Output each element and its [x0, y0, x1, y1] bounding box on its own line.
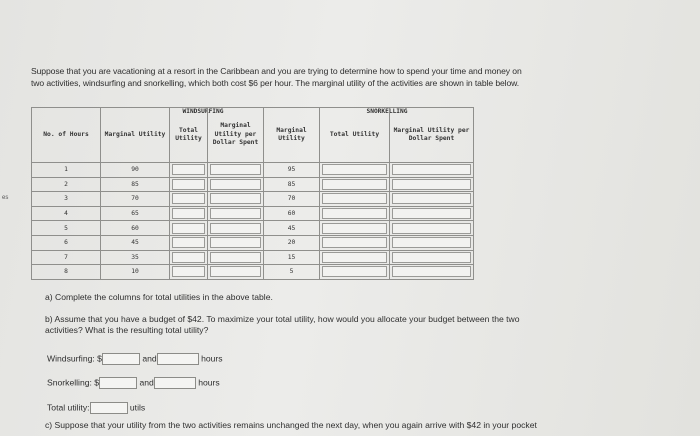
- table-row: [32, 192, 474, 207]
- sn-total-input-cell: [320, 192, 390, 207]
- question-b-line-1: b) Assume that you have a budget of $42. To maximize your total utility, how would you allocate your budget between the two: [45, 314, 520, 324]
- question-c-partial: c) Suppose that your utility from the two activities remains unchanged the next day, when you again arrive with $42 in your pocket: [45, 420, 537, 430]
- utils-label: utils: [129, 402, 146, 413]
- total-utility-label: Total utility:: [47, 402, 90, 413]
- table-row: [32, 265, 474, 280]
- ws-total-input[interactable]: [172, 179, 205, 190]
- ws-total-input[interactable]: [172, 208, 205, 219]
- sn-total-input[interactable]: [322, 193, 387, 204]
- ws-per-dollar-input[interactable]: [210, 208, 261, 219]
- sn-marginal-cell: 70: [264, 192, 320, 207]
- windsurfing-dollars-input[interactable]: [102, 353, 140, 365]
- sn-total-input[interactable]: [322, 223, 387, 234]
- ws-per-dollar-input-cell: [208, 177, 264, 192]
- hours-label: hours: [198, 377, 220, 388]
- sn-per-dollar-input[interactable]: [392, 266, 471, 277]
- sn-total-input-cell: [320, 250, 390, 265]
- hours-cell: 2: [32, 177, 101, 192]
- ws-per-dollar-input-cell: [208, 265, 264, 280]
- sn-total-input-cell: [320, 206, 390, 221]
- sn-total-input[interactable]: [322, 237, 387, 248]
- sn-total-input[interactable]: [322, 266, 387, 277]
- sn-total-input[interactable]: [322, 164, 387, 175]
- ws-per-dollar-input[interactable]: [210, 237, 261, 248]
- and-label: and: [142, 353, 157, 364]
- sn-total-input-cell: [320, 177, 390, 192]
- sn-per-dollar-input[interactable]: [392, 252, 471, 263]
- table-row: [32, 250, 474, 265]
- windsurfing-label: Windsurfing: $: [47, 353, 102, 364]
- ws-marginal-cell: 10: [101, 265, 170, 280]
- sn-total-input-cell: [320, 221, 390, 236]
- sn-total-input-cell: [320, 265, 390, 280]
- sn-per-dollar-input[interactable]: [392, 208, 471, 219]
- problem-intro: [31, 66, 691, 89]
- hours-cell: 6: [32, 235, 101, 250]
- ws-per-dollar-input[interactable]: [210, 252, 261, 263]
- hours-cell: 3: [32, 192, 101, 207]
- sn-marginal-cell: 5: [264, 265, 320, 280]
- question-b: [45, 314, 695, 336]
- header-ws-total: Total Utility: [170, 108, 208, 163]
- sn-per-dollar-input-cell: [390, 206, 474, 221]
- ws-per-dollar-input-cell: [208, 221, 264, 236]
- sn-total-input-cell: [320, 235, 390, 250]
- header-ws-per-dollar: Marginal Utility per Dollar Spent: [208, 108, 264, 163]
- ws-marginal-cell: 60: [101, 221, 170, 236]
- sn-per-dollar-input[interactable]: [392, 193, 471, 204]
- ws-per-dollar-input-cell: [208, 163, 264, 178]
- hours-cell: 8: [32, 265, 101, 280]
- ws-per-dollar-input[interactable]: [210, 223, 261, 234]
- ws-total-input[interactable]: [172, 237, 205, 248]
- ws-total-input-cell: [170, 235, 208, 250]
- sn-marginal-cell: 85: [264, 177, 320, 192]
- and-label: and: [139, 377, 154, 388]
- ws-per-dollar-input[interactable]: [210, 164, 261, 175]
- ws-per-dollar-input-cell: [208, 235, 264, 250]
- windsurfing-answer-row: [47, 353, 223, 365]
- windsurfing-group-header: WINDSURFING: [182, 108, 224, 115]
- ws-per-dollar-input-cell: [208, 250, 264, 265]
- table-row: [32, 163, 474, 178]
- side-margin-text: es: [2, 195, 9, 201]
- sn-marginal-cell: 95: [264, 163, 320, 178]
- ws-total-input-cell: [170, 163, 208, 178]
- ws-total-input-cell: [170, 206, 208, 221]
- question-a: a) Complete the columns for total utilities in the above table.: [45, 292, 273, 302]
- ws-marginal-cell: 45: [101, 235, 170, 250]
- question-b-line-2: activities? What is the resulting total utility?: [45, 325, 209, 335]
- snorkelling-answer-row: [47, 377, 220, 389]
- ws-per-dollar-input-cell: [208, 192, 264, 207]
- snorkelling-label: Snorkelling: $: [47, 377, 100, 388]
- total-utility-input[interactable]: [90, 402, 128, 414]
- sn-per-dollar-input-cell: [390, 265, 474, 280]
- header-ws-marginal: Marginal Utility: [101, 108, 170, 163]
- windsurfing-hours-input[interactable]: [157, 353, 199, 365]
- sn-total-input[interactable]: [322, 208, 387, 219]
- intro-line-1: Suppose that you are vacationing at a resort in the Caribbean and you are trying to determine how to spend your time and money on: [31, 66, 522, 76]
- table-row: [32, 206, 474, 221]
- sn-marginal-cell: 45: [264, 221, 320, 236]
- sn-per-dollar-input-cell: [390, 250, 474, 265]
- sn-per-dollar-input-cell: [390, 235, 474, 250]
- ws-per-dollar-input-cell: [208, 206, 264, 221]
- ws-total-input[interactable]: [172, 223, 205, 234]
- header-hours: No. of Hours: [32, 108, 101, 163]
- ws-total-input-cell: [170, 221, 208, 236]
- total-utility-row: [47, 402, 145, 414]
- ws-per-dollar-input[interactable]: [210, 193, 261, 204]
- header-sn-marginal: Marginal Utility: [264, 108, 320, 163]
- sn-per-dollar-input-cell: [390, 221, 474, 236]
- sn-total-input[interactable]: [322, 252, 387, 263]
- table-row: [32, 235, 474, 250]
- sn-total-input-cell: [320, 163, 390, 178]
- hours-cell: 5: [32, 221, 101, 236]
- snorkelling-hours-input[interactable]: [154, 377, 196, 389]
- sn-per-dollar-input[interactable]: [392, 237, 471, 248]
- header-sn-per-dollar: Marginal Utility per Dollar Spent: [390, 108, 474, 163]
- hours-cell: 1: [32, 163, 101, 178]
- ws-per-dollar-input[interactable]: [210, 179, 261, 190]
- sn-per-dollar-input-cell: [390, 177, 474, 192]
- intro-line-2: two activities, windsurfing and snorkelling, which both cost $6 per hour. The marginal utility of the activities are shown in table below.: [31, 77, 520, 88]
- sn-marginal-cell: 15: [264, 250, 320, 265]
- hours-cell: 4: [32, 206, 101, 221]
- header-sn-total: Total Utility: [320, 108, 390, 163]
- ws-total-input-cell: [170, 177, 208, 192]
- table-row: [32, 221, 474, 236]
- ws-total-input[interactable]: [172, 266, 205, 277]
- sn-marginal-cell: 60: [264, 206, 320, 221]
- sn-per-dollar-input[interactable]: [392, 179, 471, 190]
- ws-marginal-cell: 70: [101, 192, 170, 207]
- ws-total-input[interactable]: [172, 164, 205, 175]
- sn-per-dollar-input[interactable]: [392, 164, 471, 175]
- snorkelling-group-header: SNORKELLING: [366, 108, 408, 115]
- ws-total-input-cell: [170, 192, 208, 207]
- table-row: [32, 177, 474, 192]
- ws-total-input[interactable]: [172, 193, 205, 204]
- sn-per-dollar-input-cell: [390, 163, 474, 178]
- hours-cell: 7: [32, 250, 101, 265]
- ws-total-input-cell: [170, 250, 208, 265]
- sn-per-dollar-input[interactable]: [392, 223, 471, 234]
- table-header-row: [32, 108, 474, 163]
- ws-marginal-cell: 35: [101, 250, 170, 265]
- sn-marginal-cell: 20: [264, 235, 320, 250]
- hours-label: hours: [201, 353, 223, 364]
- utility-table: [31, 107, 474, 280]
- ws-marginal-cell: 85: [101, 177, 170, 192]
- ws-total-input[interactable]: [172, 252, 205, 263]
- ws-marginal-cell: 65: [101, 206, 170, 221]
- ws-per-dollar-input[interactable]: [210, 266, 261, 277]
- ws-total-input-cell: [170, 265, 208, 280]
- snorkelling-dollars-input[interactable]: [99, 377, 137, 389]
- ws-marginal-cell: 90: [101, 163, 170, 178]
- sn-per-dollar-input-cell: [390, 192, 474, 207]
- sn-total-input[interactable]: [322, 179, 387, 190]
